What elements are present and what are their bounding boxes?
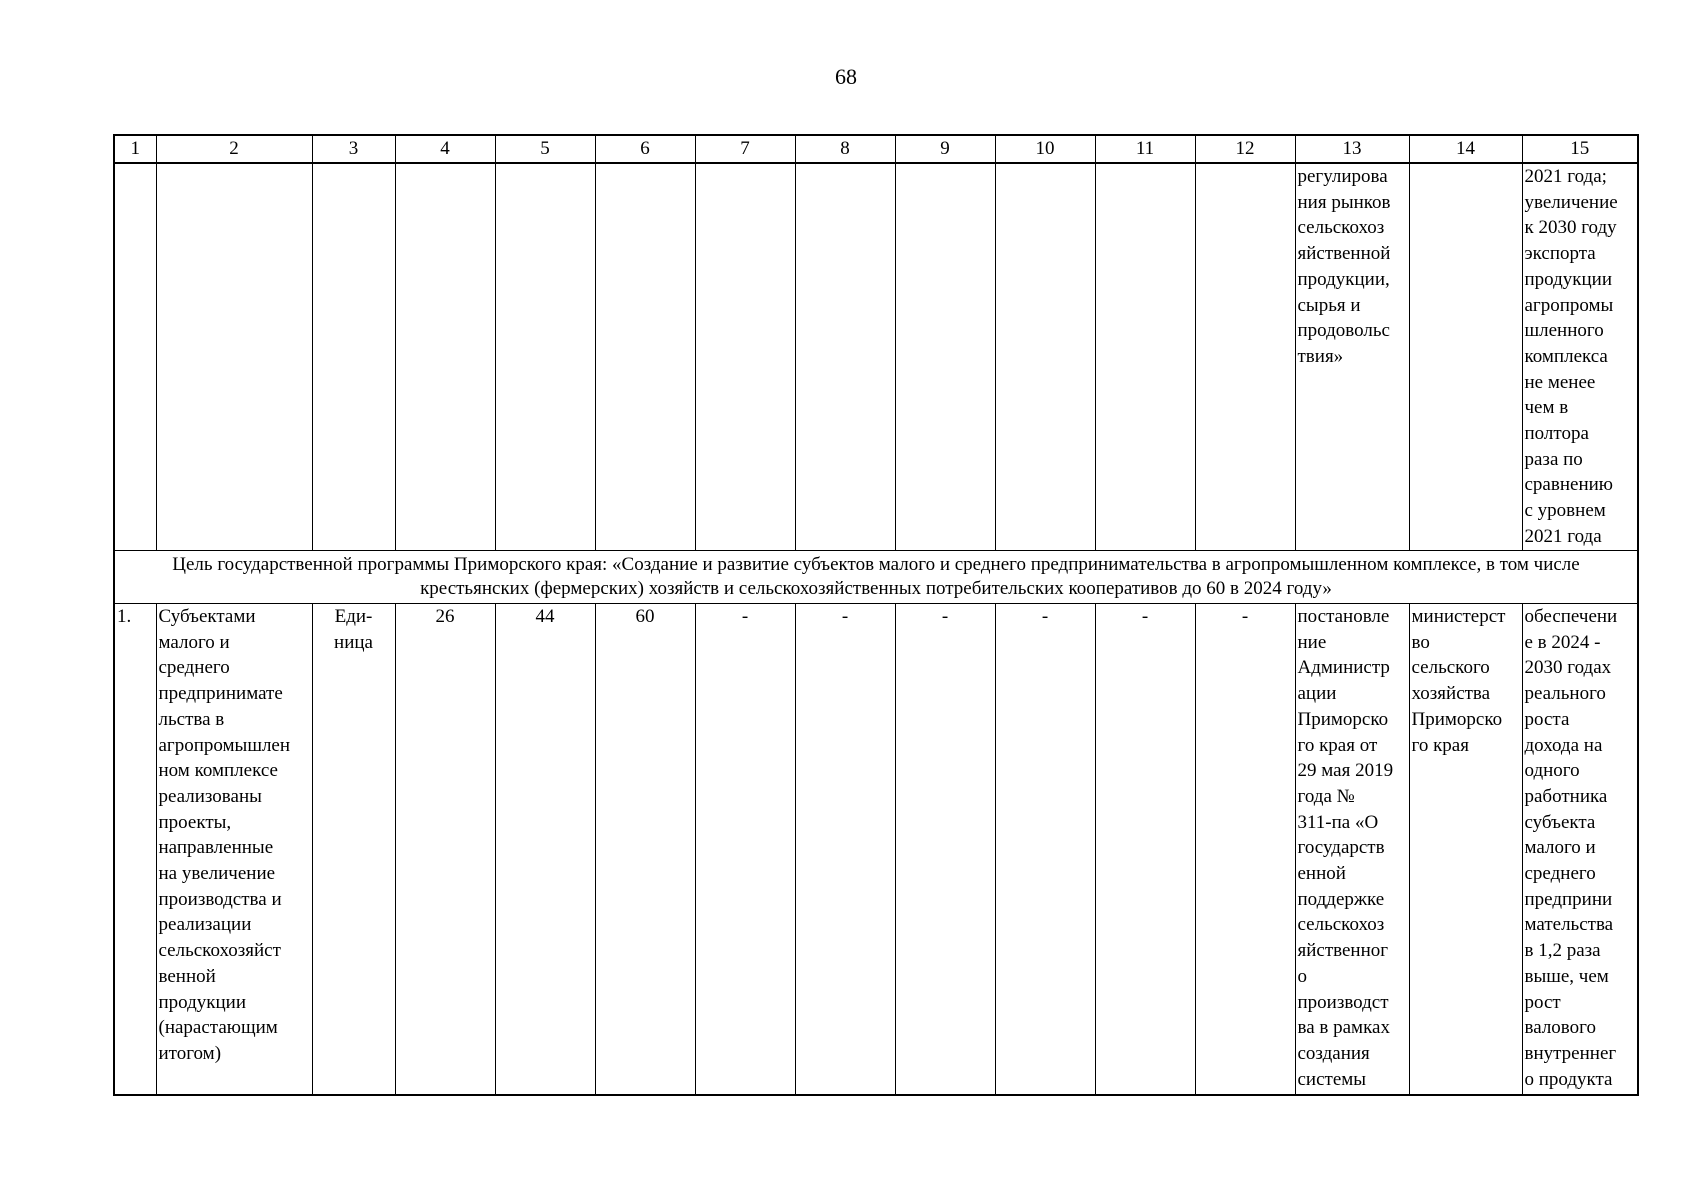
cont-cell-4 [395,163,495,551]
value-col-4: 26 [395,604,495,1096]
cont-cell-3 [312,163,395,551]
col-header-9: 9 [895,135,995,163]
col-header-2: 2 [156,135,312,163]
cont-cell-7 [695,163,795,551]
unit-cell: Еди- ница [312,604,395,1096]
column-number-row [114,135,1638,163]
value-col-5: 44 [495,604,595,1096]
col-header-1: 1 [114,135,156,163]
cont-result-cell: 2021 года; увеличение к 2030 году экспорта продукции агропромы шленного комплекса не менее чем в полтора раза по сравнению с уровнем 2021 года [1522,163,1638,551]
cont-cell-14 [1409,163,1522,551]
cont-cell-1 [114,163,156,551]
col-header-4: 4 [395,135,495,163]
goal-row [114,551,1638,604]
value-col-10: - [995,604,1095,1096]
indicator-name: Субъектами малого и среднего предпринимате льства в агропромышлен ном комплексе реализованы проекты, направленные на увеличение производства и реализации сельскохозяйст венной продукции (нарастающим итогом) [156,604,312,1096]
cont-cell-8 [795,163,895,551]
value-col-11: - [1095,604,1195,1096]
col-header-6: 6 [595,135,695,163]
value-col-8: - [795,604,895,1096]
value-col-9: - [895,604,995,1096]
continuation-row [114,163,1638,551]
col-header-8: 8 [795,135,895,163]
col-header-11: 11 [1095,135,1195,163]
indicators-table [113,134,1639,1096]
cont-cell-2 [156,163,312,551]
col-header-15: 15 [1522,135,1638,163]
value-col-7: - [695,604,795,1096]
table-row [114,604,1638,1096]
col-header-10: 10 [995,135,1095,163]
value-col-6: 60 [595,604,695,1096]
cont-cell-9 [895,163,995,551]
col-header-3: 3 [312,135,395,163]
cont-document-cell: регулирова ния рынков сельскохоз яйственной продукции, сырья и продовольс твия» [1295,163,1409,551]
cont-cell-12 [1195,163,1295,551]
goal-text: Цель государственной программы Приморского края: «Создание и развитие субъектов малого и среднего предпринимательства в агропромышленном комплексе, в том числе крестьянских (фермерских) хозяйств и сельскохозяйственных потребительских кооперативов до 60 в 2024 году» [114,551,1638,604]
document-cell: постановле ние Администр ации Приморско го края от 29 мая 2019 года № 311-па «О государств енной поддержке сельскохоз яйственног о производст ва в рамках создания системы [1295,604,1409,1096]
result-cell: обеспечени е в 2024 - 2030 годах реального роста дохода на одного работника субъекта малого и среднего предприни мательства в 1,2 раза выше, чем рост валового внутреннег о продукта [1522,604,1638,1096]
value-col-12: - [1195,604,1295,1096]
col-header-5: 5 [495,135,595,163]
col-header-14: 14 [1409,135,1522,163]
cont-cell-6 [595,163,695,551]
cont-cell-5 [495,163,595,551]
col-header-13: 13 [1295,135,1409,163]
cont-cell-11 [1095,163,1195,551]
row-number: 1. [114,604,156,1096]
responsible-cell: министерст во сельского хозяйства Приморско го края [1409,604,1522,1096]
col-header-12: 12 [1195,135,1295,163]
cont-cell-10 [995,163,1095,551]
page-number: 68 [835,64,857,89]
col-header-7: 7 [695,135,795,163]
